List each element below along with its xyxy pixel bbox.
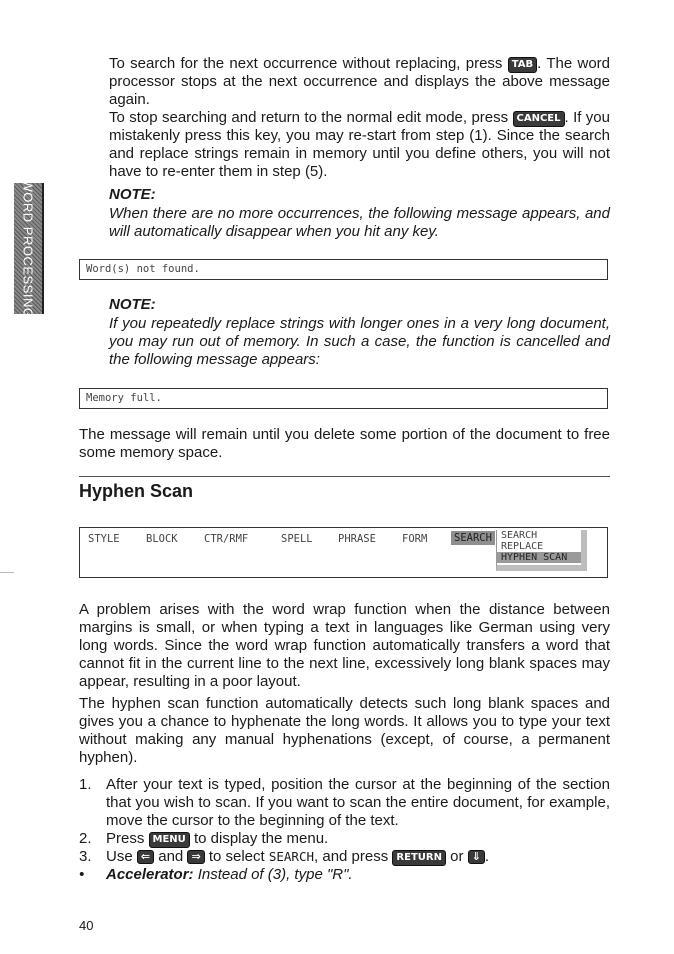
body-paragraph-1: A problem arises with the word wrap function when the distance between margins is small, or when typing a text in languages like German using very long words. Since the word wrap function automatically transfers a word that cannot fit in the current line to the next line, excessively long blank spaces may appear, resulting in a poor layout. [79, 601, 610, 690]
message-underline [431, 279, 503, 280]
left-arrow-key-icon: ⇐ [137, 850, 154, 864]
bullet: • [79, 866, 85, 883]
return-key: RETURN [392, 850, 446, 866]
step-number: 3. [79, 848, 92, 865]
steps-list [79, 776, 610, 884]
menu-item-form: FORM [402, 533, 428, 545]
menu-item-spell: SPELL [281, 533, 313, 545]
message-text: Word(s) not found. [86, 263, 200, 275]
intro-paragraph-1: To search for the next occurrence without replacing, press TAB . The word processor stops at the next occurrence and displays the above message again. [109, 55, 610, 108]
step-3: 3. Use ⇐ and ⇒ to select SEARCH, and press RETURN or ⇓ . [79, 848, 490, 865]
menu-bar-screen [79, 527, 608, 578]
dropdown-item-search: SEARCH [501, 530, 538, 541]
intro-paragraph-2: To stop searching and return to the normal edit mode, press CANCEL . If you mistakenly press this key, you may re-start from step (1). Since the search and replace strings remain in memory until you define others, you will not have to re-enter them in step (5). [109, 109, 610, 180]
down-arrow-key-icon: ⇓ [468, 850, 485, 864]
menu-item-block: BLOCK [146, 533, 178, 545]
menu-item-phrase: PHRASE [338, 533, 376, 545]
step-number: 2. [79, 830, 92, 847]
dropdown-item-hyphen-scan: HYPHEN SCAN [497, 552, 581, 563]
tab-key: TAB [508, 57, 537, 73]
note-text-2: If you repeatedly replace strings with longer ones in a very long document, you may run out of memory. In such a case, the function is cancelled and the following message appears: [109, 315, 610, 368]
note-heading-1: NOTE: [109, 186, 156, 203]
cancel-key: CANCEL [513, 111, 565, 127]
menu-item-search-selected: SEARCH [451, 531, 495, 545]
page-number: 40 [79, 918, 94, 933]
section-title: Hyphen Scan [79, 481, 194, 501]
message-text: Memory full. [86, 392, 162, 404]
message-box-memory-full [79, 388, 608, 409]
menu-item-style: STYLE [88, 533, 120, 545]
dropdown-item-replace: REPLACE [501, 541, 544, 552]
side-tab-label: WORD PROCESSING [20, 179, 36, 318]
menu-item-ctr-rmf: CTR/RMF [204, 533, 249, 545]
note-heading-2: NOTE: [109, 296, 156, 313]
menu-key: MENU [149, 832, 190, 848]
step-2: 2. Press MENU to display the menu. [79, 830, 329, 847]
step-1: 1. After your text is typed, position the cursor at the beginning of the section that you wish to scan. If you want to scan the entire document, for example, move the cursor to the beginning of the text. [79, 776, 610, 829]
section-divider [79, 476, 610, 477]
side-tab [14, 179, 44, 318]
body-paragraph-2: The hyphen scan function automatically detects such long blank spaces and gives you a chance to hyphenate the long words. It allows you to type your text without making any manual hyphenations (except, of course, a permanent hyphen). [79, 695, 610, 766]
search-dropdown [496, 530, 587, 571]
message-box-not-found [79, 259, 608, 280]
crop-mark [0, 572, 14, 573]
note-text-1: When there are no more occurrences, the following message appears, and will automatically disappear when you hit any key. [109, 205, 610, 240]
after-message-paragraph: The message will remain until you delete some portion of the document to free some memory space. [79, 426, 610, 461]
step-number: 1. [79, 776, 92, 793]
right-arrow-key-icon: ⇒ [187, 850, 204, 864]
accelerator-note: • Accelerator: Instead of (3), type "R". [79, 866, 353, 883]
